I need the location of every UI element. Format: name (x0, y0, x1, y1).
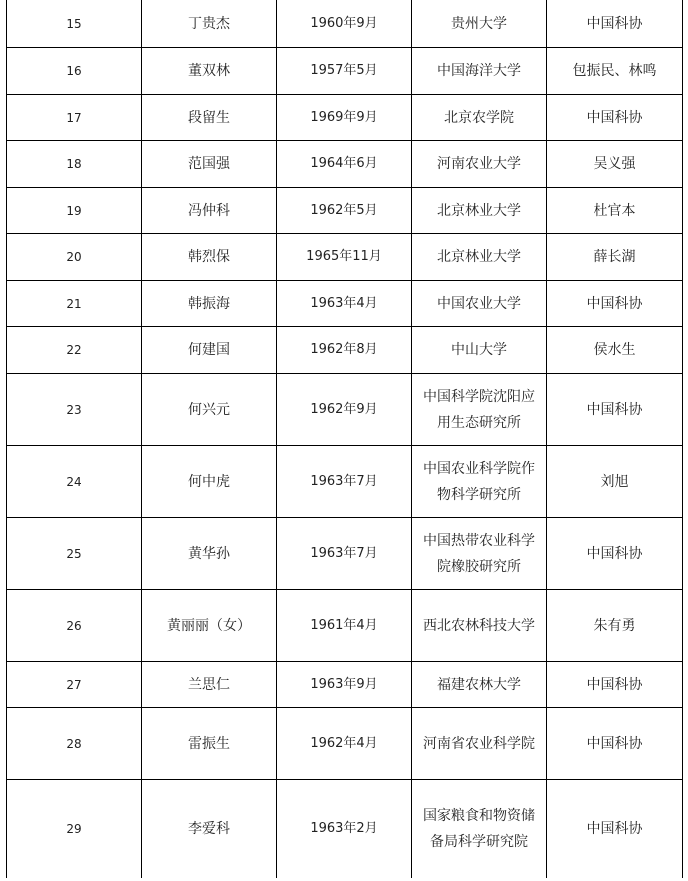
work-unit: 北京农学院 (412, 95, 547, 141)
table-row (7, 327, 683, 374)
nominator: 中国科协 (547, 518, 683, 590)
candidate-name: 段留生 (142, 95, 277, 141)
nominator: 中国科协 (547, 374, 683, 446)
nominator: 刘旭 (547, 446, 683, 518)
row-number: 26 (7, 590, 142, 662)
work-unit: 北京林业大学 (412, 188, 547, 234)
table-row (7, 281, 683, 327)
nominator: 吴义强 (547, 141, 683, 188)
nominator: 杜官本 (547, 188, 683, 234)
work-unit: 中国农业大学 (412, 281, 547, 327)
work-unit: 北京林业大学 (412, 234, 547, 281)
birth-date: 1960年9月 (277, 0, 412, 48)
row-number: 17 (7, 95, 142, 141)
nominator: 中国科协 (547, 662, 683, 708)
candidate-name: 黄丽丽（女） (142, 590, 277, 662)
row-number: 16 (7, 48, 142, 95)
birth-date: 1965年11月 (277, 234, 412, 281)
work-unit: 河南农业大学 (412, 141, 547, 188)
row-number: 22 (7, 327, 142, 374)
table-row (7, 518, 683, 590)
work-unit: 中国热带农业科学院橡胶研究所 (412, 518, 547, 590)
birth-date: 1963年9月 (277, 662, 412, 708)
row-number: 25 (7, 518, 142, 590)
work-unit: 中山大学 (412, 327, 547, 374)
birth-date: 1962年8月 (277, 327, 412, 374)
table-row (7, 708, 683, 780)
work-unit: 中国科学院沈阳应用生态研究所 (412, 374, 547, 446)
candidate-name: 雷振生 (142, 708, 277, 780)
table-row (7, 0, 683, 48)
row-number: 19 (7, 188, 142, 234)
table-row (7, 446, 683, 518)
table-row (7, 780, 683, 878)
work-unit: 河南省农业科学院 (412, 708, 547, 780)
nominee-table (6, 0, 683, 878)
candidate-name: 兰思仁 (142, 662, 277, 708)
candidate-name: 黄华孙 (142, 518, 277, 590)
candidate-name: 冯仲科 (142, 188, 277, 234)
candidate-name: 韩振海 (142, 281, 277, 327)
work-unit: 贵州大学 (412, 0, 547, 48)
table-row (7, 48, 683, 95)
candidate-name: 何中虎 (142, 446, 277, 518)
birth-date: 1963年4月 (277, 281, 412, 327)
row-number: 29 (7, 780, 142, 878)
birth-date: 1963年2月 (277, 780, 412, 878)
work-unit: 中国海洋大学 (412, 48, 547, 95)
birth-date: 1961年4月 (277, 590, 412, 662)
nominator: 中国科协 (547, 281, 683, 327)
candidate-name: 韩烈保 (142, 234, 277, 281)
row-number: 20 (7, 234, 142, 281)
birth-date: 1963年7月 (277, 446, 412, 518)
candidate-name: 范国强 (142, 141, 277, 188)
nominator: 朱有勇 (547, 590, 683, 662)
birth-date: 1963年7月 (277, 518, 412, 590)
table-row (7, 374, 683, 446)
row-number: 18 (7, 141, 142, 188)
candidate-name: 董双林 (142, 48, 277, 95)
nominator: 中国科协 (547, 708, 683, 780)
candidate-name: 何建国 (142, 327, 277, 374)
work-unit: 国家粮食和物资储备局科学研究院 (412, 780, 547, 878)
birth-date: 1962年4月 (277, 708, 412, 780)
candidate-name: 李爱科 (142, 780, 277, 878)
table-row (7, 234, 683, 281)
row-number: 21 (7, 281, 142, 327)
nominator: 中国科协 (547, 0, 683, 48)
table-row (7, 95, 683, 141)
row-number: 27 (7, 662, 142, 708)
nominator: 薛长湖 (547, 234, 683, 281)
work-unit: 西北农林科技大学 (412, 590, 547, 662)
birth-date: 1962年5月 (277, 188, 412, 234)
table-row (7, 662, 683, 708)
row-number: 15 (7, 0, 142, 48)
work-unit: 中国农业科学院作物科学研究所 (412, 446, 547, 518)
row-number: 28 (7, 708, 142, 780)
birth-date: 1969年9月 (277, 95, 412, 141)
nominator: 中国科协 (547, 780, 683, 878)
birth-date: 1962年9月 (277, 374, 412, 446)
candidate-name: 何兴元 (142, 374, 277, 446)
nominator: 侯水生 (547, 327, 683, 374)
table-row (7, 141, 683, 188)
row-number: 23 (7, 374, 142, 446)
candidate-name: 丁贵杰 (142, 0, 277, 48)
work-unit: 福建农林大学 (412, 662, 547, 708)
birth-date: 1964年6月 (277, 141, 412, 188)
birth-date: 1957年5月 (277, 48, 412, 95)
table-row (7, 188, 683, 234)
table-row (7, 590, 683, 662)
row-number: 24 (7, 446, 142, 518)
nominator: 包振民、林鸣 (547, 48, 683, 95)
nominator: 中国科协 (547, 95, 683, 141)
